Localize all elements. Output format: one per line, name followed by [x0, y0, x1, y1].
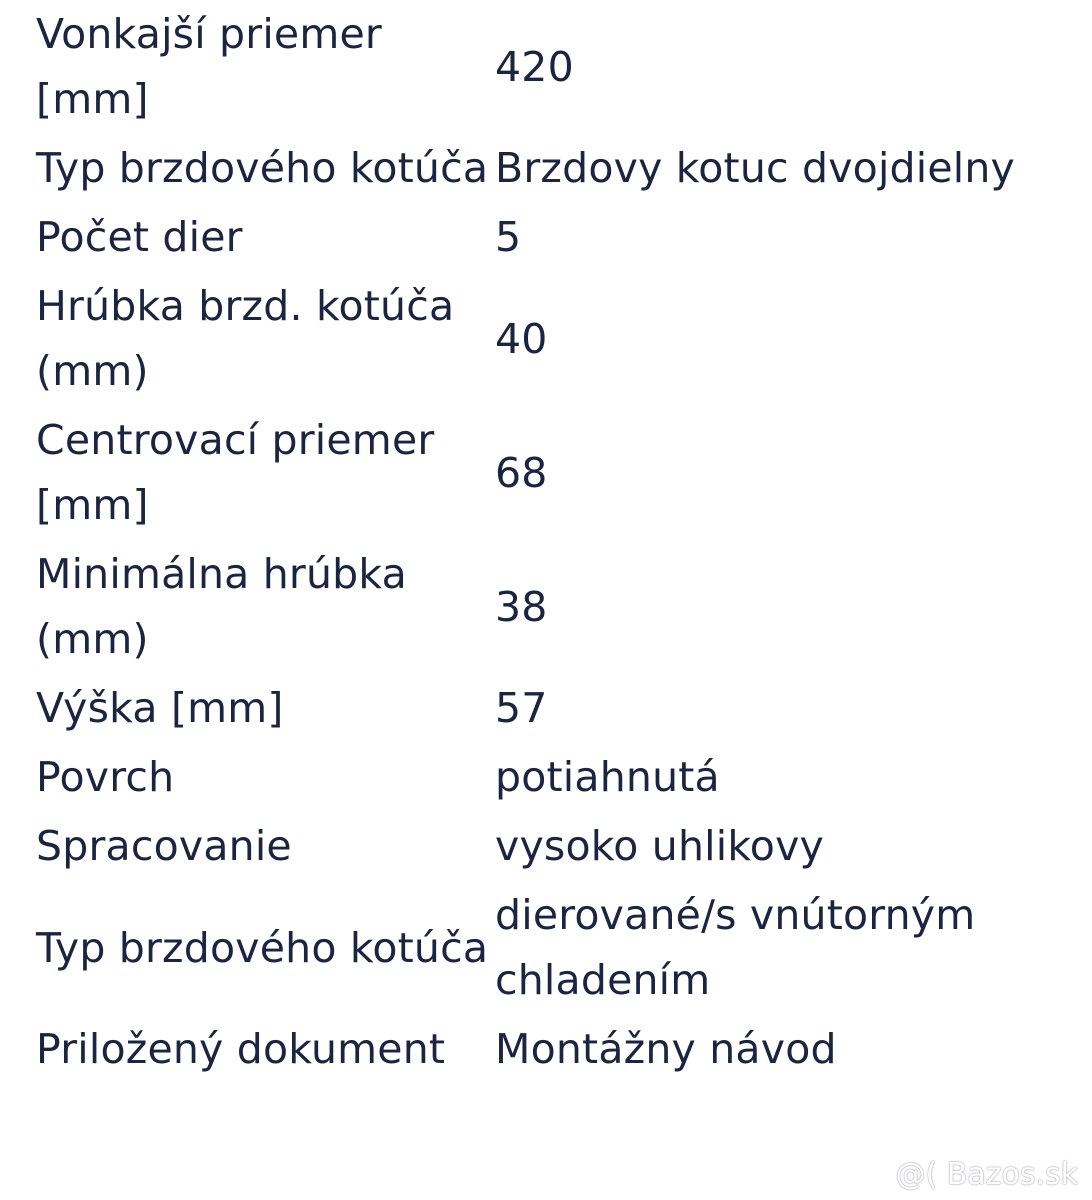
spec-label: Typ brzdového kotúča: [36, 923, 489, 972]
spec-label: Počet dier: [36, 213, 243, 261]
spec-row-disc-thickness: [36, 272, 1076, 406]
spec-label: Typ brzdového kotúča: [36, 144, 489, 192]
spec-row-attached-document: [36, 1015, 1076, 1084]
spec-value: dierované/s vnútorným chladením: [495, 891, 976, 1004]
spec-value: Montážny návod: [495, 1025, 837, 1073]
spec-value: vysoko uhlikovy: [495, 822, 825, 870]
spec-label: Spracovanie: [36, 822, 292, 870]
spec-label: Hrúbka brzd. kotúča (mm): [36, 282, 455, 395]
spec-label: Povrch: [36, 753, 175, 801]
spec-value: 38: [495, 582, 548, 631]
spec-label: Priložený dokument: [36, 1025, 446, 1073]
watermark: @( Bazos.sk: [895, 1157, 1078, 1192]
spec-table: [36, 0, 1076, 1084]
spec-label: Výška [mm]: [36, 684, 284, 732]
spec-row-hole-count: [36, 203, 1076, 272]
spec-row-surface: [36, 743, 1076, 812]
spec-value: 68: [495, 448, 548, 497]
spec-value: 40: [495, 314, 548, 363]
spec-value: 420: [495, 42, 574, 91]
spec-label: Vonkajší priemer [mm]: [36, 10, 382, 123]
spec-label: Minimálna hrúbka (mm): [36, 550, 407, 663]
spec-label: Centrovací priemer [mm]: [36, 416, 435, 529]
spec-value: 57: [495, 684, 548, 732]
spec-row-min-thickness: [36, 540, 1076, 674]
spec-value: 5: [495, 213, 522, 261]
spec-row-height: [36, 674, 1076, 743]
spec-row-disc-type-2: [36, 881, 1076, 1015]
spec-row-centering-diameter: [36, 406, 1076, 540]
spec-row-disc-type: [36, 134, 1076, 203]
spec-row-outer-diameter: [36, 0, 1076, 134]
spec-row-processing: [36, 812, 1076, 881]
spec-value: Brzdovy kotuc dvojdielny: [495, 144, 1016, 192]
spec-value: potiahnutá: [495, 753, 720, 801]
